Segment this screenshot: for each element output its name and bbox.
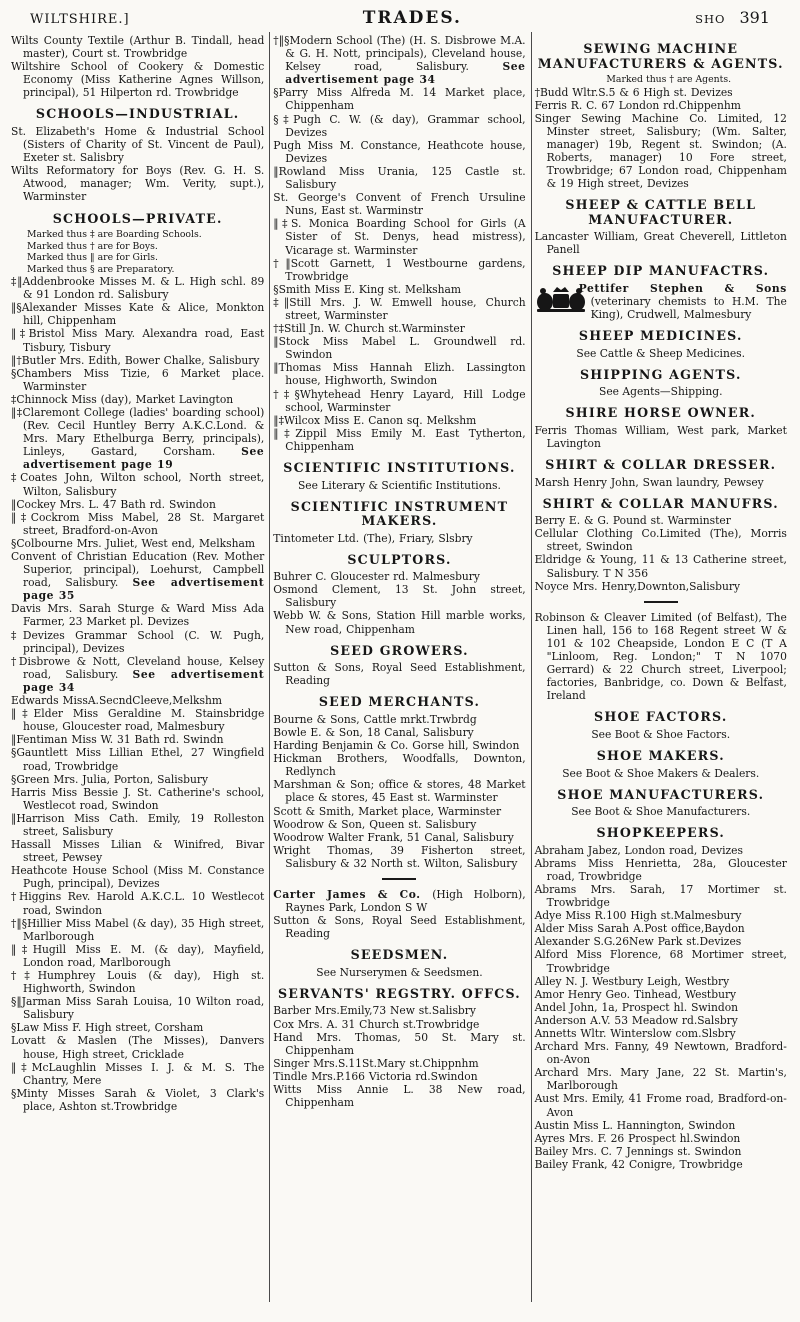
entry-text: ‖Thomas Miss Hannah Elizh. Lassington house, Highworth, Swindon	[273, 361, 526, 388]
entry-text: Amor Henry Geo. Tinhead, Westbury	[534, 987, 737, 1001]
directory-entry	[11, 367, 264, 393]
entry-text: Alexander S.G.26New Park st.Devizes	[534, 935, 742, 949]
directory-entry	[535, 476, 787, 489]
column-3	[531, 32, 792, 1302]
entry-text: Sutton & Sons, Royal Seed Establishment, Reading	[273, 661, 526, 688]
directory-entry	[273, 739, 525, 752]
directory-entry	[11, 917, 264, 943]
section-heading: SEWING MACHINE MANUFACTURERS & AGENTS.	[537, 41, 784, 71]
directory-entry	[273, 1083, 525, 1109]
entry-text: Tintometer Ltd. (The), Friary, Slsbry	[273, 531, 473, 545]
entry-text: §Green Mrs. Julia, Porton, Salisbury	[11, 772, 209, 786]
section-heading: SHIRE HORSE OWNER.	[565, 405, 756, 421]
entry-text: Austin Miss L. Hannington, Swindon	[534, 1118, 736, 1132]
entry-text: ‖‡McLaughlin Misses I. J. & M. S. The Chantry, Mere	[11, 1060, 265, 1087]
section-heading: SEED MERCHANTS.	[318, 694, 481, 710]
entry-text: ‖‡Wilcox Miss E. Canon sq. Melkshm	[273, 413, 477, 427]
directory-entry	[273, 361, 525, 387]
entry-text: Woodrow & Son, Queen st. Salisbury	[273, 817, 477, 831]
directory-entry	[535, 86, 787, 99]
directory-entry	[535, 844, 787, 857]
directory-entry	[11, 1087, 264, 1113]
directory-entry	[535, 514, 787, 527]
directory-entry	[273, 322, 525, 335]
directory-entry	[11, 746, 264, 772]
entry-text: †‖§Hillier Miss Mabel (& day), 35 High street, Marlborough	[11, 916, 265, 943]
section-heading: SERVANTS' REGSTRY. OFFCS.	[277, 985, 521, 1001]
directory-entry	[11, 943, 264, 969]
page-title: TRADES.	[362, 8, 462, 28]
directory-entry	[535, 1027, 787, 1040]
entry-text: †Budd Wltr.S.5 & 6 High st. Devizes	[534, 85, 733, 99]
directory-entry	[535, 527, 787, 553]
directory-entry	[273, 335, 525, 361]
directory-entry	[11, 602, 264, 628]
directory-entry	[273, 427, 525, 453]
entry-text: Archard Mrs. Mary Jane, 22 St. Martin's, Marlborough	[534, 1066, 787, 1093]
entry-text: Wiltshire School of Cookery & Domestic Economy (Miss Katherine Agnes Willson, principal), 51 Hilperton rd. Trowbridge	[11, 60, 265, 100]
section-heading: SCIENTIFIC INSTITUTIONS.	[283, 460, 516, 475]
directory-entry	[273, 257, 525, 283]
entry-text: Marsh Henry John, Swan laundry, Pewsey	[534, 475, 764, 489]
entry-text: Witts Miss Annie L. 38 New road, Chippenham	[273, 1083, 526, 1110]
directory-entry	[11, 275, 264, 301]
directory-entry	[11, 864, 264, 890]
directory-entry	[11, 694, 264, 707]
directory-entry	[273, 570, 525, 583]
directory-entry	[273, 139, 525, 165]
directory-entry	[535, 988, 787, 1001]
entry-text: Hand Mrs. Thomas, 50 St. Mary st. Chippenham	[273, 1030, 526, 1057]
entry-text: †‡§Whytehead Henry Layard, Hill Lodge school, Warminster	[273, 387, 526, 414]
section-heading: SHOPKEEPERS.	[596, 825, 726, 841]
directory-entry	[535, 1119, 787, 1132]
section-heading: SHEEP & CATTLE BELL MANUFACTURER.	[565, 197, 757, 227]
entry-text: Buhrer C. Gloucester rd. Malmesbury	[273, 570, 480, 584]
entry-text: §Colbourne Mrs. Juliet, West end, Melksham	[11, 536, 255, 550]
directory-entry	[11, 354, 264, 367]
directory-entry	[273, 583, 525, 609]
directory-entry	[11, 773, 264, 786]
directory-entry	[273, 1070, 525, 1083]
directory-entry	[11, 969, 264, 995]
entry-bold-text: See advertisement page 35	[23, 576, 265, 603]
directory-entry	[11, 629, 264, 655]
directory-entry	[273, 1057, 525, 1070]
directory-entry	[535, 922, 787, 935]
entry-text: Woodrow Walter Frank, 51 Canal, Salisbury	[273, 830, 514, 844]
entry-text: Alder Miss Sarah A.Post office,Baydon	[534, 922, 745, 936]
directory-entry	[11, 406, 264, 471]
directory-entry	[535, 112, 787, 191]
entry-text: ‡Chinnock Miss (day), Market Lavington	[11, 392, 234, 406]
entry-text: Barber Mrs.Emily,73 New st.Salisbry	[273, 1004, 476, 1018]
entry-text: Scott & Smith, Market place, Warminster	[273, 804, 502, 818]
entry-text: Cox Mrs. A. 31 Church st.Trowbridge	[273, 1017, 480, 1031]
directory-entry	[535, 1066, 787, 1092]
directory-entry	[273, 805, 525, 818]
marking-key-note: Marked thus ‡ are Boarding Schools.	[27, 229, 202, 241]
directory-entry	[535, 1132, 787, 1145]
entry-text: Harris Miss Bessie J. St. Catherine's school, Westlecot road, Swindon	[11, 785, 265, 812]
entry-text: Eldridge & Young, 11 & 13 Catherine street, Salisbury. T N 356	[534, 553, 787, 580]
entry-text: Bailey Frank, 42 Conigre, Trowbridge	[534, 1157, 743, 1171]
section-heading: SHEEP MEDICINES.	[578, 328, 743, 344]
page-number: 391	[739, 8, 770, 27]
entry-text: Osmond Clement, 13 St. John street, Salisbury	[273, 583, 526, 610]
column-layout	[8, 32, 792, 1302]
entry-text: ‡Devizes Grammar School (C. W. Pugh, principal), Devizes	[11, 628, 265, 655]
directory-entry	[11, 550, 264, 602]
entry-text: ‖‡Cockrom Miss Mabel, 28 St. Margaret street, Bradford-on-Avon	[11, 510, 265, 537]
section-heading: SCHOOLS—PRIVATE.	[52, 210, 223, 226]
cross-reference: See Agents—Shipping.	[599, 385, 723, 399]
entry-text: †‖Scott Garnett, 1 Westbourne gardens, Trowbridge	[273, 256, 526, 283]
directory-entry	[11, 327, 264, 353]
entry-text: Pugh Miss M. Constance, Heathcote house, Devizes	[273, 138, 526, 165]
entry-text: ‖‡Hugill Miss E. M. (& day), Mayfield, London road, Marlborough	[11, 942, 265, 969]
directory-entry	[535, 580, 787, 593]
entry-text: ‖Stock Miss Mabel L. Groundwell rd. Swindon	[273, 335, 526, 362]
entry-text: Ferris R. C. 67 London rd.Chippenhm	[534, 98, 741, 112]
directory-entry	[11, 60, 264, 99]
directory-entry	[273, 1004, 525, 1017]
directory-entry	[535, 230, 787, 256]
entry-text: Heathcote House School (Miss M. Constance Pugh, principal), Devizes	[11, 864, 265, 891]
entry-text: Andel John, 1a, Prospect hl. Swindon	[534, 1000, 739, 1014]
section-heading: SEED GROWERS.	[330, 642, 469, 658]
cross-reference: See Cattle & Sheep Medicines.	[576, 346, 746, 360]
directory-entry	[535, 948, 787, 974]
entry-text: Wilts County Textile (Arthur B. Tindall, head master), Court st. Trowbridge	[11, 34, 265, 61]
section-heading: SHEEP DIP MANUFACTRS.	[552, 263, 770, 279]
entry-text: ‖Harrison Miss Cath. Emily, 19 Rolleston street, Salisbury	[11, 811, 265, 838]
entry-text: Abrams Miss Henrietta, 28a, Gloucester road, Trowbridge	[534, 856, 787, 883]
directory-entry	[11, 34, 264, 60]
directory-entry	[535, 424, 787, 450]
section-heading: SHIPPING AGENTS.	[579, 366, 742, 382]
directory-entry	[11, 812, 264, 838]
entry-text: †‖§Modern School (The) (H. S. Disbrowe M.A. & G. H. Nott, principals), Cleveland house, Kelsey road, Salisbury.	[273, 34, 526, 74]
marking-key-note: Marked thus † are for Boys.	[27, 240, 158, 252]
directory-entry	[273, 844, 525, 870]
directory-entry	[273, 283, 525, 296]
directory-entry	[273, 113, 525, 139]
directory-entry	[273, 778, 525, 804]
entry-text: Bailey Mrs. C. 7 Jennings st. Swindon	[534, 1144, 742, 1158]
entry-text: Aust Mrs. Emily, 41 Frome road, Bradford-on-Avon	[534, 1092, 787, 1119]
entry-text: St. Elizabeth's Home & Industrial School (Sisters of Charity of St. Vincent de Paul), Exeter st. Salisbry	[11, 124, 265, 165]
entry-text: Adye Miss R.100 High st.Malmesbury	[534, 909, 742, 923]
entry-text: ‖‡Elder Miss Geraldine M. Stainsbridge house, Gloucester road, Malmesbury	[11, 707, 265, 734]
county-label: WILTSHIRE.]	[30, 12, 130, 27]
directory-entry	[535, 1014, 787, 1027]
entry-text: Bourne & Sons, Cattle mrkt.Trwbrdg	[273, 712, 477, 726]
section-heading: SCIENTIFIC INSTRUMENT MAKERS.	[290, 498, 509, 529]
directory-entry	[11, 301, 264, 327]
directory-entry	[535, 1040, 787, 1066]
entry-text: †‡Humphrey Louis (& day), High st. Highworth, Swindon	[11, 969, 265, 996]
entry-text: Bowle E. & Son, 18 Canal, Salisbury	[273, 725, 474, 739]
directory-entry	[273, 609, 525, 635]
marking-key-note: Marked thus ‖ are for Girls.	[27, 252, 159, 264]
directory-entry	[11, 1034, 264, 1060]
directory-entry	[273, 752, 525, 778]
section-heading: SCULPTORS.	[347, 551, 452, 567]
directory-entry	[273, 34, 525, 86]
entry-text: §‡Pugh C. W. (& day), Grammar school, Devizes	[273, 112, 526, 139]
entry-text: (High Holborn), Raynes Park, London S W	[285, 887, 526, 915]
entry-text: Robinson & Cleaver Limited (of Belfast), The Linen hall, 156 to 168 Regent street W & 101 & 102 Cheapside, London E C (T A "Linloom, Reg. London;" T N 1070 Gerrard) & 22 Church street, Liverpool; factories, Banbridge, co. Down & Belfast, Ireland	[534, 610, 787, 703]
directory-entry	[11, 537, 264, 550]
directory-entry	[535, 282, 787, 321]
entry-text: Cellular Clothing Co.Limited (The), Morris street, Swindon	[534, 527, 787, 554]
cross-reference: See Literary & Scientific Institutions.	[297, 478, 501, 492]
entry-text: ‖Fentiman Miss W. 31 Bath rd. Swindn	[11, 733, 224, 747]
entry-text: †Higgins Rev. Harold A.K.C.L. 10 Westlecot road, Swindon	[11, 890, 265, 917]
entry-text: ‖‡Bristol Miss Mary. Alexandra road, East Tisbury, Tisbury	[11, 327, 265, 354]
section-divider	[382, 878, 416, 880]
directory-entry	[273, 661, 525, 687]
directory-entry	[535, 1001, 787, 1014]
entry-text: §‖Jarman Miss Sarah Louisa, 10 Wilton road, Salisbury	[11, 995, 265, 1022]
entry-text: ‖Cockey Mrs. L. 47 Bath rd. Swindon	[11, 497, 216, 511]
section-divider	[644, 601, 678, 603]
directory-entry	[11, 164, 264, 203]
directory-entry	[535, 975, 787, 988]
entry-text: Berry E. & G. Pound st. Warminster	[534, 514, 731, 528]
entry-text: ‖†Butler Mrs. Edith, Bower Chalke, Salisbury	[11, 353, 260, 367]
directory-entry	[11, 393, 264, 406]
entry-text: ‡Coates John, Wilton school, North street, Wilton, Salisbury	[11, 471, 265, 498]
entry-text: Alley N. J. Westbury Leigh, Westbry	[534, 974, 730, 988]
directory-entry	[535, 883, 787, 909]
entry-text: ‡‖Addenbrooke Misses M. & L. High schl. 89 & 91 London rd. Salisbury	[11, 275, 265, 302]
entry-text: Webb W. & Sons, Station Hill marble works, New road, Chippenham	[273, 609, 526, 636]
directory-entry	[11, 707, 264, 733]
column-1	[8, 32, 269, 1302]
entry-text: Davis Mrs. Sarah Sturge & Ward Miss Ada Farmer, 23 Market pl. Devizes	[11, 602, 265, 629]
directory-entry	[535, 553, 787, 579]
directory-entry	[11, 890, 264, 916]
cross-reference: See Nurserymen & Seedsmen.	[316, 965, 483, 979]
entry-text: Alford Miss Florence, 68 Mortimer street, Trowbridge	[534, 948, 787, 975]
entry-text: Marshman & Son; office & stores, 48 Market place & stores, 45 East st. Warminster	[273, 778, 526, 805]
directory-entry	[11, 733, 264, 746]
directory-entry	[11, 1061, 264, 1087]
directory-entry	[273, 713, 525, 726]
entry-text: Sutton & Sons, Royal Seed Establishment, Reading	[273, 914, 526, 941]
entry-text: §Law Miss F. High street, Corsham	[11, 1021, 204, 1035]
directory-entry	[535, 857, 787, 883]
directory-entry	[535, 1158, 787, 1171]
entry-text: Anderson A.V. 53 Meadow rd.Salsbry	[534, 1013, 738, 1027]
directory-entry	[535, 1092, 787, 1118]
entry-bold-text: See advertisement page 19	[23, 445, 265, 472]
directory-entry	[273, 532, 525, 545]
directory-entry	[273, 388, 525, 414]
directory-entry	[273, 414, 525, 427]
directory-entry	[273, 217, 525, 256]
directory-entry	[273, 914, 525, 940]
entry-text: Convent of Christian Education (Rev. Mother Superior, principal), Loehurst, Campbell road, Salisbury.	[11, 550, 265, 590]
section-heading: SHIRT & COLLAR DRESSER.	[545, 457, 777, 473]
entry-bold-text: See advertisement page 34	[285, 60, 526, 87]
entry-text: Abrams Mrs. Sarah, 17 Mortimer st. Trowbridge	[534, 882, 787, 910]
directory-entry	[535, 611, 787, 703]
entry-text: §Parry Miss Alfreda M. 14 Market place, Chippenham	[273, 86, 526, 113]
running-head	[8, 6, 792, 32]
entry-text: Archard Mrs. Fanny, 49 Newtown, Bradford-on-Avon	[534, 1040, 787, 1067]
directory-entry	[273, 831, 525, 844]
directory-entry	[273, 191, 525, 217]
directory-entry	[11, 125, 264, 164]
entry-text: Harding Benjamin & Co. Gorse hill, Swindon	[273, 739, 520, 753]
entry-text: ‖Rowland Miss Urania, 125 Castle st. Salisbury	[273, 164, 526, 192]
entry-text: St. George's Convent of French Ursuline Nuns, East st. Warminstr	[273, 191, 526, 218]
entry-text: Ayres Mrs. F. 26 Prospect hl.Swindon	[534, 1131, 741, 1145]
directory-entry	[11, 655, 264, 694]
directory-entry	[11, 838, 264, 864]
entry-text: Lovatt & Maslen (The Misses), Danvers house, High street, Cricklade	[11, 1034, 265, 1061]
entry-text: Lancaster William, Great Cheverell, Littleton Panell	[534, 230, 787, 257]
directory-entry	[273, 818, 525, 831]
entry-text: †‡Still Jn. W. Church st.Warminster	[273, 322, 465, 336]
section-heading: SHOE MANUFACTURERS.	[557, 786, 765, 802]
entry-text: †Disbrowe & Nott, Cleveland house, Kelsey road, Salisbury.	[11, 654, 265, 681]
entry-text: ‖‡Zippil Miss Emily M. East Tytherton, Chippenham	[273, 426, 526, 453]
directory-entry	[273, 296, 525, 322]
entry-text: Annetts Wltr. Winterslow com.Slsbry	[534, 1027, 736, 1040]
directory-entry	[273, 165, 525, 191]
guide-word: SHO	[695, 12, 726, 26]
cross-reference: See Boot & Shoe Makers & Dealers.	[562, 766, 760, 780]
directory-entry	[273, 86, 525, 112]
directory-entry	[11, 498, 264, 511]
entry-text: §Minty Misses Sarah & Violet, 3 Clark's place, Ashton st.Trowbridge	[11, 1086, 265, 1113]
entry-text: Ferris Thomas William, West park, Market Lavington	[534, 423, 787, 450]
entry-text: Wright Thomas, 39 Fisherton street, Salisbury & 32 North st. Wilton, Salisbury	[273, 843, 526, 870]
entry-text: §Chambers Miss Tizie, 6 Market place. Warminster	[11, 366, 265, 393]
entry-text: §Smith Miss E. King st. Melksham	[273, 282, 462, 296]
entry-text: ‖§Alexander Misses Kate & Alice, Monkton hill, Chippenham	[11, 301, 265, 328]
entry-text: ‡‖Still Mrs. J. W. Emwell house, Church street, Warminster	[273, 295, 526, 322]
directory-entry	[11, 471, 264, 497]
directory-entry	[11, 786, 264, 812]
entry-text: Wilts Reformatory for Boys (Rev. G. H. S. Atwood, manager; Wm. Verity, supt.), Warminster	[11, 164, 265, 204]
entry-text: Noyce Mrs. Henry,Downton,Salisbury	[534, 579, 741, 593]
section-heading: SCHOOLS—INDUSTRIAL.	[35, 106, 240, 122]
entry-bold-text: Pettifer Stephen & Sons	[578, 281, 787, 295]
directory-entry	[273, 726, 525, 739]
directory-entry	[273, 888, 525, 914]
directory-entry	[273, 1018, 525, 1031]
page-corner	[695, 8, 770, 27]
marking-key-note: Marked thus † are Agents.	[606, 74, 732, 85]
cross-reference: See Boot & Shoe Manufacturers.	[571, 805, 751, 819]
section-heading: SHOE FACTORS.	[594, 709, 728, 725]
entry-text: §Gauntlett Miss Lillian Ethel, 27 Wingfield road, Trowbridge	[11, 746, 265, 773]
entry-text: (veterinary chemists to H.M. The King), Crudwell, Malmesbury	[590, 295, 787, 322]
entry-text: Singer Mrs.S.11St.Mary st.Chippnhm	[273, 1056, 479, 1070]
marking-key-note: Marked thus § are Preparatory.	[27, 263, 175, 275]
entry-text: ‖‡Claremont College (ladies' boarding school) (Rev. Cecil Huntley Berry A.K.C.Lond. & Mrs. Mary Ethelburga Berry, principals), Linleys, Gastard, Corsham.	[11, 405, 265, 459]
directory-entry	[535, 1145, 787, 1158]
directory-entry	[11, 1021, 264, 1034]
directory-entry	[273, 1031, 525, 1057]
cross-reference: See Boot & Shoe Factors.	[591, 727, 731, 741]
directory-entry	[11, 511, 264, 537]
entry-bold-text: Carter James & Co.	[273, 887, 433, 901]
entry-bold-text: See advertisement page 34	[23, 667, 265, 694]
section-heading: SHOE MAKERS.	[596, 748, 725, 763]
entry-text: ‖‡S. Monica Boarding School for Girls (A Sister of St. Denys, head mistress), Vicarage st. Warminster	[273, 217, 526, 257]
directory-entry	[11, 995, 264, 1021]
entry-text: Singer Sewing Machine Co. Limited, 12 Minster street, Salisbury; (Wm. Salter, manager) 19b, Regent st. Swindon; (A. Roberts, manager) 10 Fore street, Trowbridge; 67 London road, Chippenham & 19 High street, Devizes	[534, 111, 787, 191]
column-2	[269, 32, 530, 1302]
entry-text: Hassall Misses Lilian & Winifred, Bivar street, Pewsey	[11, 838, 265, 865]
directory-entry	[535, 935, 787, 948]
entry-text: Hickman Brothers, Woodfalls, Downton, Redlynch	[273, 752, 526, 779]
entry-text: Tindle Mrs.P.166 Victoria rd.Swindon	[273, 1069, 478, 1083]
directory-entry	[535, 909, 787, 922]
entry-text: Edwards MissA.SecndCleeve,Melkshm	[11, 694, 222, 708]
directory-entry	[535, 99, 787, 112]
entry-text: Abraham Jabez, London road, Devizes	[534, 843, 743, 857]
section-heading: SHIRT & COLLAR MANUFRS.	[542, 495, 779, 511]
section-heading: SEEDSMEN.	[350, 947, 449, 963]
